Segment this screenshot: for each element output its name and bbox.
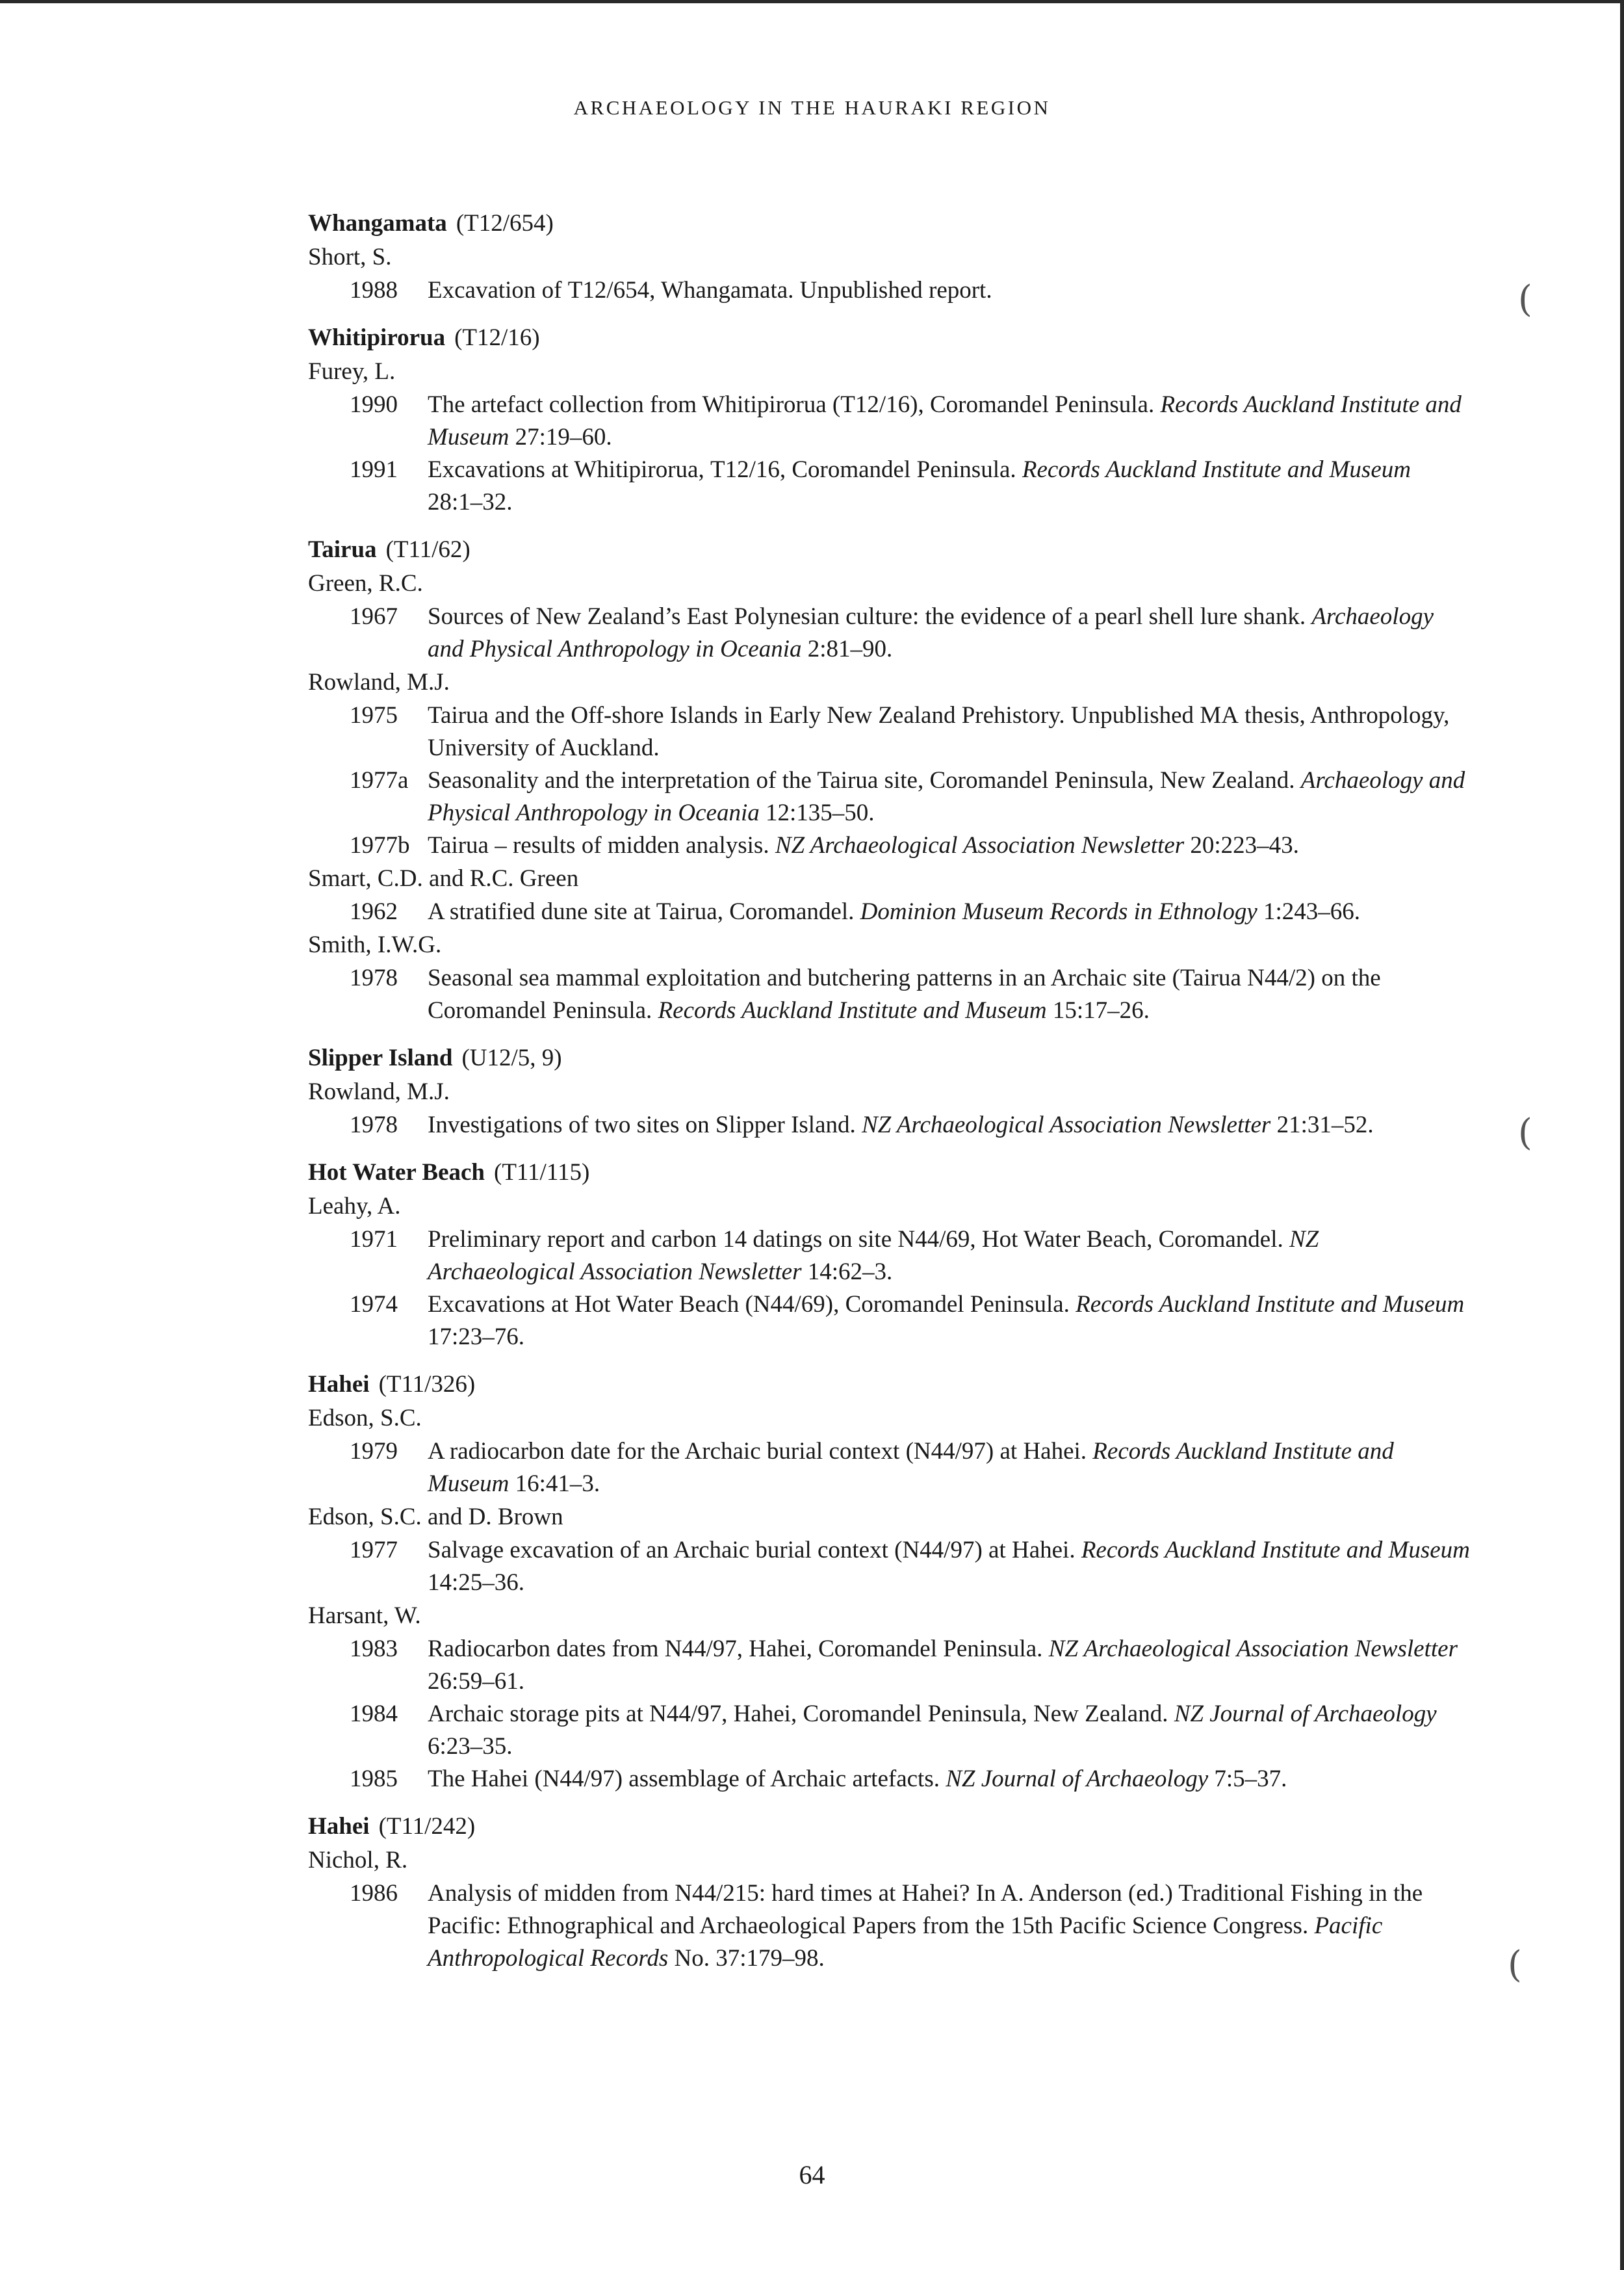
reference-text-segment: Seasonality and the interpretation of the Tairua site, Coromandel Peninsula, New Zealand. (428, 767, 1301, 794)
reference-text (428, 389, 1471, 454)
publication-title: NZ Journal of Archaeology (946, 1766, 1209, 1792)
reference-text (428, 896, 1471, 928)
margin-mark: ( (1518, 278, 1532, 320)
reference-text-segment: 17:23–76. (428, 1324, 525, 1350)
reference-text-segment: , Hahei, Coromandel Peninsula. (736, 1636, 1049, 1662)
reference-year: 1967 (350, 603, 398, 630)
publication-title: Records Auckland Institute and Museum (428, 391, 1462, 450)
reference-year: 1991 (350, 456, 398, 483)
reference-text-segment: Archaic storage pits at (428, 1701, 650, 1727)
author-name: Rowland, M.J. (308, 1078, 450, 1105)
site-heading (308, 1810, 1471, 1844)
reference-text (428, 829, 1471, 862)
reference-text-segment: Excavation of (428, 277, 568, 304)
reference-text-segment: 26:59–61. (428, 1668, 525, 1695)
site-number: (T12/16) (454, 324, 540, 351)
publication-title: NZ Archaeological Association Newsletter (1048, 1636, 1458, 1662)
author-name: Leahy, A. (308, 1193, 401, 1220)
publication-title: Dominion Museum Records in Ethnology (860, 898, 1257, 925)
site-heading (308, 1041, 1471, 1075)
site-number: (U12/5, 9) (461, 1045, 562, 1071)
reference-year: 1988 (350, 277, 398, 304)
author-name: Smith, I.W.G. (308, 932, 442, 958)
reference-year: 1977a (350, 767, 409, 794)
reference-text (428, 1877, 1471, 1975)
reference-entry (308, 1877, 1471, 1975)
site-code: N44/97 (542, 1766, 615, 1792)
site-section (308, 533, 1471, 1027)
reference-text (428, 1763, 1471, 1795)
publication-title: NZ Journal of Archaeology (1174, 1701, 1437, 1727)
reference-text-segment: The artefact collection from Whitipirorua ( (428, 391, 841, 418)
publication-title: NZ Archaeological Association Newsletter (862, 1112, 1271, 1138)
reference-text-segment: Analysis of midden from (428, 1880, 675, 1907)
reference-text-segment: 15:17–26. (1046, 997, 1150, 1024)
reference-text-segment: 21:31–52. (1270, 1112, 1374, 1138)
reference-text-segment: , Whangamata. Unpublished report. (649, 277, 992, 304)
reference-entry (308, 454, 1471, 519)
reference-entry (308, 1534, 1471, 1599)
reference-text-segment: ) on the Coromandel Peninsula. (428, 965, 1381, 1024)
site-code: N44/69 (897, 1226, 970, 1253)
reference-text-segment: Excavations at Hot Water Beach ( (428, 1291, 753, 1318)
site-number: (T11/242) (378, 1813, 476, 1840)
reference-text-segment: 2:81–90. (801, 636, 893, 662)
reference-text (428, 274, 1471, 307)
site-number: (T12/654) (456, 210, 554, 237)
author-name: Harsant, W. (308, 1602, 421, 1629)
reference-text-segment: , Coromandel Peninsula. (779, 456, 1022, 483)
reference-entry (308, 829, 1471, 862)
site-place-name: Hot Water Beach (308, 1159, 485, 1186)
reference-entry (308, 389, 1471, 454)
site-section (308, 1368, 1471, 1795)
author-name: Furey, L. (308, 358, 396, 385)
publication-title: NZ Archaeological Association Newsletter (775, 832, 1185, 859)
bibliography-list (308, 207, 1471, 1989)
site-place-name: Whitipirorua (308, 324, 446, 351)
site-section (308, 1810, 1471, 1975)
reference-year: 1975 (350, 702, 398, 729)
site-heading (308, 207, 1471, 241)
reference-text (428, 764, 1471, 829)
reference-text-segment: Tairua and the Off-shore Islands in Early New Zealand Prehistory. Unpublished (428, 702, 1200, 729)
reference-year: 1971 (350, 1226, 398, 1253)
author-name: Rowland, M.J. (308, 669, 450, 696)
site-section (308, 321, 1471, 519)
reference-text (428, 1633, 1471, 1698)
reference-entry (308, 601, 1471, 666)
reference-text-segment: ) at Hahei. (985, 1438, 1093, 1465)
reference-text-segment: Radiocarbon dates from (428, 1636, 665, 1662)
site-section (308, 1041, 1471, 1142)
reference-entry (308, 699, 1471, 764)
reference-text-segment: Tairua – results of midden analysis. (428, 832, 775, 859)
reference-year: 1962 (350, 898, 398, 925)
reference-text-segment: A stratified dune site at Tairua, Coromandel. (428, 898, 860, 925)
site-number: (T11/326) (378, 1371, 476, 1398)
reference-text-segment: No. 37:179–98. (668, 1945, 825, 1972)
reference-year: 1986 (350, 1880, 398, 1907)
reference-text-segment: 14:25–36. (428, 1569, 525, 1596)
reference-text-segment: 7:5–37. (1208, 1766, 1287, 1792)
reference-year: 1984 (350, 1701, 398, 1727)
reference-text-segment: Salvage excavation of an Archaic burial context ( (428, 1537, 903, 1563)
site-place-name: Hahei (308, 1371, 370, 1398)
top-rule (0, 0, 1624, 3)
site-code: T12/16 (840, 391, 910, 418)
reference-text (428, 699, 1471, 764)
reference-entry (308, 1763, 1471, 1795)
reference-year: 1990 (350, 391, 398, 418)
reference-text-segment: 27:19–60. (509, 424, 612, 450)
reference-text-segment: , Hahei, Coromandel Peninsula, New Zealand. (721, 1701, 1174, 1727)
reference-text-segment: Seasonal sea mammal exploitation and butchering patterns in an Archaic site (Tairua (428, 965, 1248, 991)
site-place-name: Hahei (308, 1813, 370, 1840)
reference-text-segment: thesis, Anthropology, University of Auckland. (428, 702, 1450, 761)
reference-text-segment: 6:23–35. (428, 1733, 513, 1760)
running-head: ARCHAEOLOGY IN THE HAURAKI REGION (573, 96, 1051, 119)
site-place-name: Slipper Island (308, 1045, 453, 1071)
reference-year: 1983 (350, 1636, 398, 1662)
publication-title: Archaeology and Physical Anthropology in Oceania (428, 767, 1465, 826)
site-section (308, 1156, 1471, 1353)
site-code: N44/2 (1247, 965, 1308, 991)
publication-title: Pacific Anthropological Records (428, 1912, 1383, 1972)
site-code: N44/69 (753, 1291, 825, 1318)
reference-entry (308, 896, 1471, 928)
site-code: N44/97 (649, 1701, 722, 1727)
site-code: N44/97 (664, 1636, 737, 1662)
reference-entry (308, 962, 1471, 1027)
publication-title: Records Auckland Institute and Museum (428, 1438, 1394, 1497)
reference-entry (308, 1288, 1471, 1353)
reference-year: 1978 (350, 1112, 398, 1138)
reference-text-segment: , Hot Water Beach, Coromandel. (970, 1226, 1289, 1253)
author-name: Smart, C.D. and R.C. Green (308, 865, 579, 892)
reference-year: 1977b (350, 832, 410, 859)
reference-text-segment: 16:41–3. (509, 1470, 600, 1497)
reference-entry (308, 1435, 1471, 1500)
reference-text (428, 454, 1471, 519)
publication-title: Records Auckland Institute and Museum (1081, 1537, 1470, 1563)
site-heading (308, 533, 1471, 567)
reference-text-segment: 14:62–3. (801, 1259, 893, 1285)
reference-year: 1985 (350, 1766, 398, 1792)
author-name: Nichol, R. (308, 1847, 408, 1873)
site-place-name: Whangamata (308, 210, 447, 237)
site-heading (308, 1156, 1471, 1190)
reference-text-segment: Excavations at Whitipirorua, (428, 456, 710, 483)
reference-text-segment: ) assemblage of Archaic artefacts. (614, 1766, 946, 1792)
page-number: 64 (799, 2160, 825, 2189)
site-heading (308, 321, 1471, 355)
reference-entry (308, 764, 1471, 829)
author-name: Edson, S.C. (308, 1405, 422, 1431)
publication-title: Archaeology and Physical Anthropology in Oceania (428, 603, 1434, 662)
reference-year: 1978 (350, 965, 398, 991)
site-code: T12/16 (710, 456, 780, 483)
reference-year: 1974 (350, 1291, 398, 1318)
reference-text (428, 1223, 1471, 1288)
publication-title: Records Auckland Institute and Museum (1076, 1291, 1465, 1318)
publication-title: Records Auckland Institute and Museum (1022, 456, 1411, 483)
reference-text-segment: The Hahei ( (428, 1766, 543, 1792)
margin-mark: ( (1518, 1112, 1532, 1154)
reference-text-segment: ), Coromandel Peninsula. (910, 391, 1161, 418)
reference-text (428, 962, 1471, 1027)
site-number: (T11/62) (385, 536, 470, 563)
site-code: N44/97 (902, 1537, 975, 1563)
site-place-name: Tairua (308, 536, 377, 563)
author-name: Edson, S.C. and D. Brown (308, 1504, 563, 1530)
site-code: T12/654 (567, 277, 650, 304)
site-code: N44/97 (913, 1438, 986, 1465)
reference-text-segment: Preliminary report and carbon 14 datings on site (428, 1226, 898, 1253)
reference-entry (308, 1633, 1471, 1698)
site-code: MA (1200, 702, 1239, 729)
reference-text (428, 1435, 1471, 1500)
reference-text-segment: 1:243–66. (1257, 898, 1361, 925)
reference-text-segment: : hard times at Hahei? In A. Anderson (ed.) Traditional Fishing in the Pacific: Ethnographical and Archaeological Papers from the 15th Pacific Science Congress. (428, 1880, 1423, 1939)
reference-entry (308, 1698, 1471, 1763)
reference-text (428, 1109, 1471, 1142)
reference-text-segment: Sources of New Zealand’s East Polynesian culture: the evidence of a pearl shell lure shank. (428, 603, 1312, 630)
reference-text (428, 601, 1471, 666)
publication-title: NZ Archaeological Association Newsletter (428, 1226, 1319, 1285)
reference-text (428, 1288, 1471, 1353)
publication-title: Records Auckland Institute and Museum (658, 997, 1047, 1024)
reference-text-segment: A radiocarbon date for the Archaic burial context ( (428, 1438, 914, 1465)
reference-text-segment: 20:223–43. (1184, 832, 1299, 859)
reference-entry (308, 274, 1471, 307)
author-name: Green, R.C. (308, 570, 423, 597)
reference-entry (308, 1109, 1471, 1142)
reference-text (428, 1534, 1471, 1599)
reference-text-segment: ), Coromandel Peninsula. (825, 1291, 1076, 1318)
author-name: Short, S. (308, 244, 392, 270)
reference-text-segment: 28:1–32. (428, 489, 513, 515)
site-number: (T11/115) (494, 1159, 590, 1186)
reference-text-segment: Investigations of two sites on Slipper Island. (428, 1112, 862, 1138)
reference-text-segment: 12:135–50. (759, 800, 875, 826)
site-code: N44/215 (675, 1880, 759, 1907)
reference-entry (308, 1223, 1471, 1288)
reference-year: 1977 (350, 1537, 398, 1563)
site-section (308, 207, 1471, 307)
right-edge-rule (1620, 0, 1624, 2270)
site-heading (308, 1368, 1471, 1402)
reference-text-segment: ) at Hahei. (974, 1537, 1081, 1563)
margin-mark: ( (1508, 1944, 1522, 1986)
reference-year: 1979 (350, 1438, 398, 1465)
reference-text (428, 1698, 1471, 1763)
